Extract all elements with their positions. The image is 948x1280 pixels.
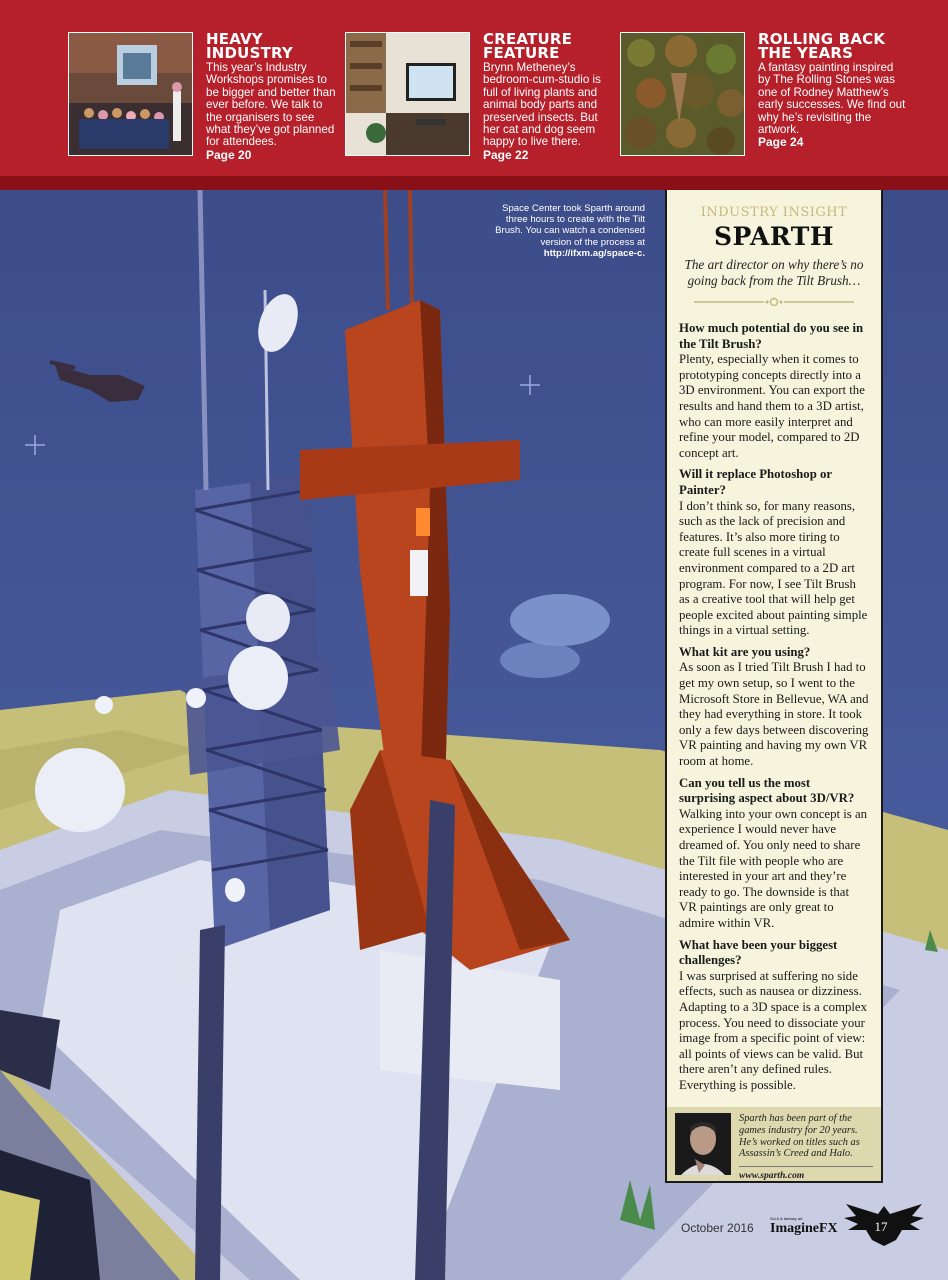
industry-insight-sidebar xyxy=(665,190,883,1183)
answer: As soon as I tried Tilt Brush I had to get my own setup, so I went to the Microsoft Store in Bellevue, WA and they had everything in store. It took only a few days between discovering VR painting and having my own VR room at home. xyxy=(679,660,869,769)
magazine-tagline: Sci-fi & fantasy art xyxy=(770,1216,803,1221)
bio-text: Sparth has been part of the games industry for 20 years. He’s worked on titles such as Assassin’s Creed and Halo. xyxy=(739,1113,860,1160)
question: Can you tell us the most surprising aspect about 3D/VR? xyxy=(679,775,855,806)
answer: Walking into your own concept is an experience I would never have dreamed of. You only need to share the Tilt file with people who are interested in your art and they’re ready to go. The downside is that VR paintings are only great to admire within VR. xyxy=(679,806,868,930)
banner-shadow xyxy=(0,176,948,190)
caption-link[interactable]: http://ifxm.ag/space-c. xyxy=(543,247,645,259)
question: How much potential do you see in the Tilt Brush? xyxy=(679,321,864,351)
teaser-body: Brynn Metheney’s bedroom-cum-studio is full of living plants and animal body parts and preserved insects. But her cat and dog seem happy to live there. Page 22 xyxy=(483,61,601,162)
qa-list xyxy=(679,321,869,1094)
author-bio xyxy=(667,1107,881,1181)
teaser-image-studio xyxy=(345,32,470,156)
teaser-title: ROLLING BACK THE YEARS xyxy=(758,30,886,62)
teaser-image-painting xyxy=(620,32,745,156)
artwork-caption xyxy=(485,203,645,259)
teaser-rolling-back[interactable] xyxy=(620,32,910,162)
author-photo xyxy=(675,1113,731,1175)
answer: I was surprised at suffering no side effects, such as nausea or dizziness. Adapting to a 3D space is a complex process. You need to dissociate your image from a specific point of view: all points of views can be valid. But there aren’t any defined rules. Everything is possible. xyxy=(679,968,867,1092)
sidebar-standfirst: The art director on why there’s no going back from the Tilt Brush… xyxy=(684,257,864,288)
teaser-title: HEAVY INDUSTRY xyxy=(206,30,293,62)
teaser-creature-feature[interactable] xyxy=(345,32,620,162)
teaser-body: This year’s Industry Workshops promises to be bigger and better than ever before. We talk to the organisers to see what they’ve got planned for attendees. Page 20 xyxy=(206,61,336,162)
question: What have been your biggest challenges? xyxy=(679,937,838,968)
teaser-page[interactable]: Page 20 xyxy=(206,147,252,162)
issue-date: October 2016 xyxy=(681,1221,754,1235)
question: What kit are you using? xyxy=(679,644,811,659)
magazine-logo xyxy=(770,1217,838,1237)
caption-text: Space Center took Sparth around three hours to create with the Tilt Brush. You can watch a condensed version of the process at xyxy=(495,203,645,248)
teaser-title: CREATURE FEATURE xyxy=(483,30,573,62)
bio-divider xyxy=(739,1166,873,1167)
magazine-name: ImagineFX xyxy=(770,1221,838,1236)
answer: Plenty, especially when it comes to prototyping concepts directly into a 3D environment. You can export the results and hand them to a 3D artist, who can more easily interpret and refine your model, compared to 2D concept art. xyxy=(679,352,865,460)
bio-website-link[interactable]: www.sparth.com xyxy=(739,1170,805,1181)
ornament-divider xyxy=(689,297,859,307)
teaser-page[interactable]: Page 24 xyxy=(758,135,804,150)
teaser-page[interactable]: Page 22 xyxy=(483,147,529,162)
sidebar-kicker: INDUSTRY INSIGHT xyxy=(700,205,848,220)
teaser-image-workshop xyxy=(68,32,193,156)
question: Will it replace Photoshop or Painter? xyxy=(679,467,832,497)
teaser-heavy-industry[interactable] xyxy=(68,32,343,162)
teaser-body: A fantasy painting inspired by The Rolling Stones was one of Rodney Matthew’s early successes. We find out why he’s revisiting the artwork. Page 24 xyxy=(758,61,906,150)
sidebar-title: SPARTH xyxy=(714,222,834,251)
answer: I don’t think so, for many reasons, such as the lack of precision and features. It’s also more tiring to create full scenes in a virtual environment compared to a 2D art program. For now, I see Tilt Brush as a creative tool that will help get people excited about painting simple things in a virtual setting. xyxy=(679,498,868,638)
page-number: 17 xyxy=(874,1219,888,1234)
